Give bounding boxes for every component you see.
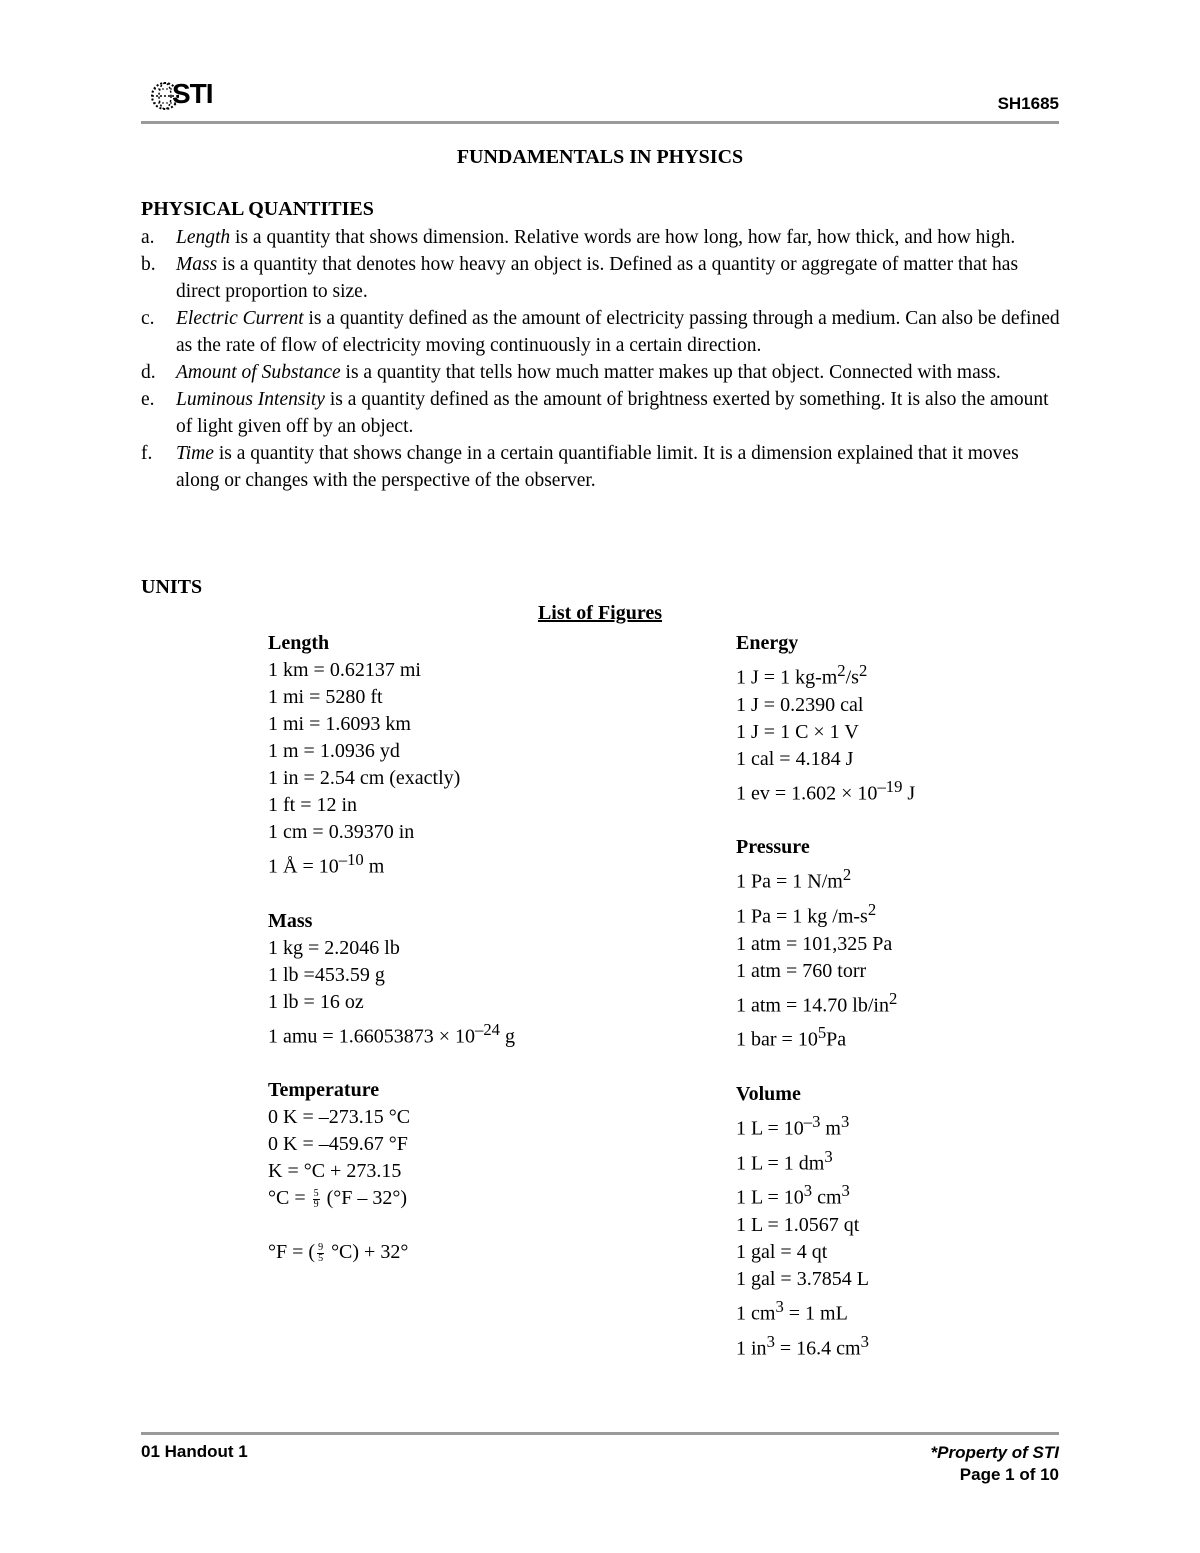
- length-line: 1 m = 1.0936 yd: [268, 740, 400, 762]
- list-marker: b.: [141, 254, 156, 275]
- list-item: [141, 440, 1061, 494]
- list-term: Electric Current: [176, 308, 304, 329]
- physical-quantities-list: [141, 224, 1061, 494]
- energy-line: 1 cal = 4.184 J: [736, 747, 854, 770]
- list-item: [141, 305, 1061, 359]
- volume-line: 1 L = 1.0567 qt: [736, 1213, 860, 1236]
- pressure-line: 1 atm = 14.70 $lb/in^2$: [736, 988, 898, 1017]
- document-id: SH1685: [997, 94, 1059, 113]
- energy-line: 1 J = 0.2390 cal: [736, 693, 864, 716]
- mass-line: 1 lb = 16 oz: [268, 990, 364, 1013]
- list-term: Luminous Intensity: [176, 389, 325, 410]
- volume-line: 1 $L = 10^{-3}$ $m^3$: [736, 1111, 850, 1140]
- temperature-line: K = °C + 273.15: [268, 1160, 402, 1183]
- length-line: 1 Å = $10^{-10}$ m: [268, 850, 385, 878]
- footer-rule: [141, 1432, 1059, 1435]
- physical-quantities-heading: PHYSICAL QUANTITIES: [141, 198, 374, 220]
- length-title: Length: [268, 632, 330, 654]
- fahrenheit-formula: °F = ( $\frac{9}{5}$ °C) + 32°: [268, 1241, 409, 1265]
- list-term: Length: [176, 227, 231, 248]
- volume-line: 1 L = 1 $dm^3$: [736, 1146, 833, 1175]
- page-number: Page 1 of 10: [959, 1465, 1059, 1484]
- temperature-title: Temperature: [268, 1079, 380, 1102]
- length-line: 1 in = 2.54 cm (exactly): [268, 767, 461, 789]
- energy-line: 1 ev = $1.602 \times 10^{-19}$ J: [736, 776, 916, 805]
- list-text: is a quantity that shows dimension. Relative words are how long, how far, how thick, and how high.: [230, 227, 1016, 248]
- list-term: Amount of Substance: [176, 362, 341, 383]
- list-term: Time: [176, 443, 214, 464]
- mass-title: Mass: [268, 909, 313, 932]
- pressure-title: Pressure: [736, 836, 810, 859]
- length-line: 1 cm = 0.39370 in: [268, 821, 415, 843]
- energy-line: 1 J = 1 C × 1 V: [736, 720, 859, 743]
- list-item: [141, 359, 1061, 386]
- pressure-line: 1 bar = $10^5Pa$: [736, 1023, 847, 1051]
- energy-title: Energy: [736, 632, 799, 654]
- mass-line: 1 lb =453.59 g: [268, 963, 385, 986]
- page-title: FUNDAMENTALS IN PHYSICS: [456, 146, 744, 168]
- list-text: is a quantity that denotes how heavy an object is. Defined as a quantity or aggregate of matter that has direct proportion to size.: [176, 254, 1019, 302]
- length-line: 1 mi = 1.6093 km: [268, 713, 411, 735]
- list-item: [141, 251, 1061, 305]
- list-item: [141, 224, 1061, 251]
- list-marker: e.: [141, 389, 155, 410]
- volume-title: Volume: [736, 1082, 801, 1105]
- logo-text: STI: [172, 78, 213, 109]
- units-column-left: [268, 630, 688, 1266]
- volume-line: 1 $in^3 = 16.4$ $cm^3$: [736, 1331, 869, 1360]
- list-item: [141, 386, 1061, 440]
- temperature-line: 0 K = –273.15 °C: [268, 1106, 411, 1129]
- units-heading: UNITS: [141, 576, 203, 598]
- list-text: is a quantity defined as the amount of electricity passing through a medium. Can also be defined as the rate of flow of electricity moving continuously in a certain direction.: [176, 308, 1060, 356]
- volume-line: 1 gal = 4 qt: [736, 1240, 828, 1263]
- length-line: 1 ft = 12 in: [268, 794, 358, 816]
- pressure-line: 1 atm = 760 torr: [736, 959, 867, 982]
- celsius-formula: °C = $\frac{5}{9}$ (°F – 32°): [268, 1187, 408, 1211]
- length-line: 1 mi = 5280 ft: [268, 686, 383, 708]
- volume-line: 1 $L = 10^3$ $cm^3$: [736, 1181, 850, 1209]
- list-text: is a quantity that shows change in a certain quantifiable limit. It is a dimension explained that it moves along or changes with the perspective of the observer.: [176, 443, 1019, 491]
- sti-logo: [150, 78, 230, 114]
- footer-right: [931, 1442, 1059, 1486]
- pressure-line: 1 Pa = 1 $N/m^2$: [736, 865, 852, 893]
- pressure-line: 1 Pa = 1 kg $/m-s^2$: [736, 899, 877, 928]
- list-text: is a quantity that tells how much matter makes up that object. Connected with mass.: [340, 362, 1001, 383]
- footer-handout-label: 01 Handout 1: [141, 1442, 248, 1461]
- list-marker: d.: [141, 362, 156, 383]
- energy-line: 1 J = 1 $kg-m^2/s^2$: [736, 661, 868, 689]
- header-rule: [141, 121, 1059, 124]
- temperature-line: 0 K = –459.67 °F: [268, 1133, 408, 1156]
- mass-line: 1 kg = 2.2046 lb: [268, 936, 400, 959]
- volume-line: 1 $cm^3 = 1$ mL: [736, 1296, 848, 1325]
- mass-line: 1 amu = $1.66053873 \times 10^{-24}$ g: [268, 1019, 515, 1048]
- list-marker: f.: [141, 443, 153, 464]
- list-marker: c.: [141, 308, 155, 329]
- footer-property: *Property of STI: [930, 1443, 1059, 1462]
- list-text: is a quantity defined as the amount of brightness exerted by something. It is also the amount of light given off by an object.: [176, 389, 1049, 437]
- list-of-figures-title: List of Figures: [537, 602, 663, 624]
- length-line: 1 km = 0.62137 mi: [268, 659, 421, 681]
- units-column-right: [736, 630, 1066, 1362]
- pressure-line: 1 atm = 101,325 Pa: [736, 932, 893, 955]
- list-term: Mass: [176, 254, 218, 275]
- list-marker: a.: [141, 227, 155, 248]
- volume-line: 1 gal = 3.7854 L: [736, 1267, 869, 1290]
